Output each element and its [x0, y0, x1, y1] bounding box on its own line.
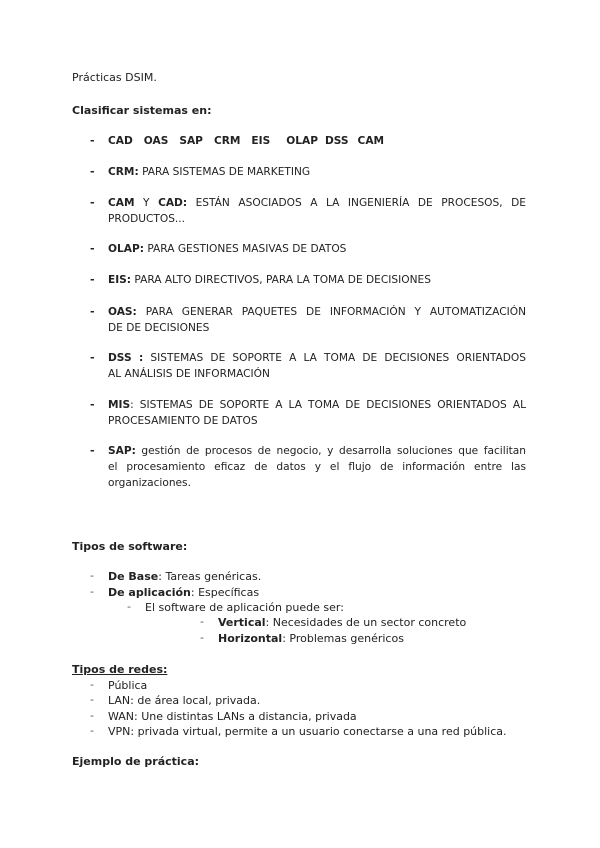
bullet-dash: -: [90, 569, 94, 582]
dss-term: DSS :: [108, 352, 144, 364]
sap-item: [108, 443, 526, 491]
crm-item: [108, 164, 526, 180]
software-base-text: : Tareas genéricas.: [158, 570, 262, 583]
crm-term: CRM:: [108, 166, 139, 178]
olap-item: [108, 241, 526, 257]
eis-term: EIS:: [108, 274, 132, 286]
sap-text: gestión de procesos de negocio, y desarrolla soluciones que facilitan: [135, 445, 526, 457]
bullet-dash: -: [90, 709, 94, 722]
bullet-dash: -: [90, 444, 95, 457]
code-item: CRM: [213, 135, 241, 147]
code-item: SAP: [179, 135, 203, 147]
cad-term: CAD:: [158, 197, 188, 209]
oas-text-cont: DE DE DECISIONES: [108, 322, 210, 334]
dss-text-cont: AL ANÁLISIS DE INFORMACIÓN: [108, 368, 270, 380]
system-codes-list: [108, 133, 526, 149]
software-vertical-item: [218, 615, 466, 630]
bullet-dash: -: [90, 693, 94, 706]
bullet-dash: -: [127, 600, 131, 613]
bullet-dash: -: [90, 585, 94, 598]
mis-term: MIS: [108, 399, 131, 411]
sap-term: SAP:: [108, 445, 136, 457]
software-aplicacion-item: [108, 585, 259, 600]
redes-heading: Tipos de redes:: [72, 663, 168, 676]
code-item: OAS: [143, 135, 169, 147]
olap-term: OLAP:: [108, 243, 144, 255]
bullet-dash: -: [90, 196, 95, 209]
eis-item: [108, 272, 526, 288]
software-vertical-term: Vertical: [218, 616, 266, 629]
redes-item: VPN: privada virtual, permite a un usuario conectarse a una red pública.: [108, 725, 507, 738]
dss-item: [108, 350, 526, 382]
code-item: CAM: [357, 135, 385, 147]
dss-text: SISTEMAS DE SOPORTE A LA TOMA DE DECISIONES ORIENTADOS: [143, 352, 526, 364]
bullet-dash: -: [90, 724, 94, 737]
bullet-dash: -: [90, 242, 95, 255]
mis-item: [108, 397, 526, 429]
clasificar-heading: Clasificar sistemas en:: [72, 104, 212, 117]
sap-text-cont: el procesamiento eficaz de datos y el flujo de información entre las: [108, 461, 526, 473]
bullet-dash: -: [90, 351, 95, 364]
software-heading: Tipos de software:: [72, 540, 188, 553]
bullet-dash: -: [90, 305, 95, 318]
software-base-item: [108, 569, 261, 584]
bullet-dash: -: [90, 273, 95, 286]
code-item: OLAP: [286, 135, 318, 147]
oas-term: OAS:: [108, 306, 137, 318]
redes-item: Pública: [108, 679, 148, 692]
cam-cad-item: [108, 195, 526, 227]
cam-term: CAM: [108, 197, 135, 209]
bullet-dash: -: [90, 165, 95, 178]
code-item: DSS: [324, 135, 349, 147]
olap-text: PARA GESTIONES MASIVAS DE DATOS: [143, 243, 347, 255]
software-puede-ser: El software de aplicación puede ser:: [145, 601, 344, 614]
cam-cad-text: ESTÁN ASOCIADOS A LA INGENIERÍA DE PROCESOS, DE: [187, 197, 526, 209]
cam-cad-text-cont: PRODUCTOS...: [108, 213, 186, 225]
software-base-term: De Base: [108, 570, 159, 583]
bullet-dash: -: [90, 398, 95, 411]
eis-text: PARA ALTO DIRECTIVOS, PARA LA TOMA DE DECISIONES: [131, 274, 431, 286]
bullet-dash: -: [200, 631, 204, 644]
oas-text: PARA GENERAR PAQUETES DE INFORMACIÓN Y AUTOMATIZACIÓN: [136, 306, 526, 318]
oas-item: [108, 304, 526, 336]
mis-text: : SISTEMAS DE SOPORTE A LA TOMA DE DECISIONES ORIENTADOS AL: [130, 399, 526, 411]
document-title: Prácticas DSIM.: [72, 71, 157, 84]
crm-text: PARA SISTEMAS DE MARKETING: [138, 166, 311, 178]
redes-item: LAN: de área local, privada.: [108, 694, 261, 707]
software-aplicacion-text: : Específicas: [190, 586, 260, 599]
software-horizontal-item: [218, 631, 404, 646]
bullet-dash: -: [90, 134, 95, 147]
cam-cad-connector: Y: [134, 197, 159, 209]
bullet-dash: -: [200, 615, 204, 628]
redes-item: WAN: Une distintas LANs a distancia, privada: [108, 710, 357, 723]
code-item: EIS: [251, 135, 271, 147]
code-item: CAD: [108, 135, 133, 147]
sap-text-end: organizaciones.: [108, 477, 191, 489]
software-horizontal-text: : Problemas genéricos: [282, 632, 404, 645]
bullet-dash: -: [90, 678, 94, 691]
software-vertical-text: : Necesidades de un sector concreto: [265, 616, 467, 629]
software-aplicacion-term: De aplicación: [108, 586, 191, 599]
software-horizontal-term: Horizontal: [218, 632, 283, 645]
ejemplo-heading: Ejemplo de práctica:: [72, 755, 200, 768]
mis-text-cont: PROCESAMIENTO DE DATOS: [108, 415, 258, 427]
